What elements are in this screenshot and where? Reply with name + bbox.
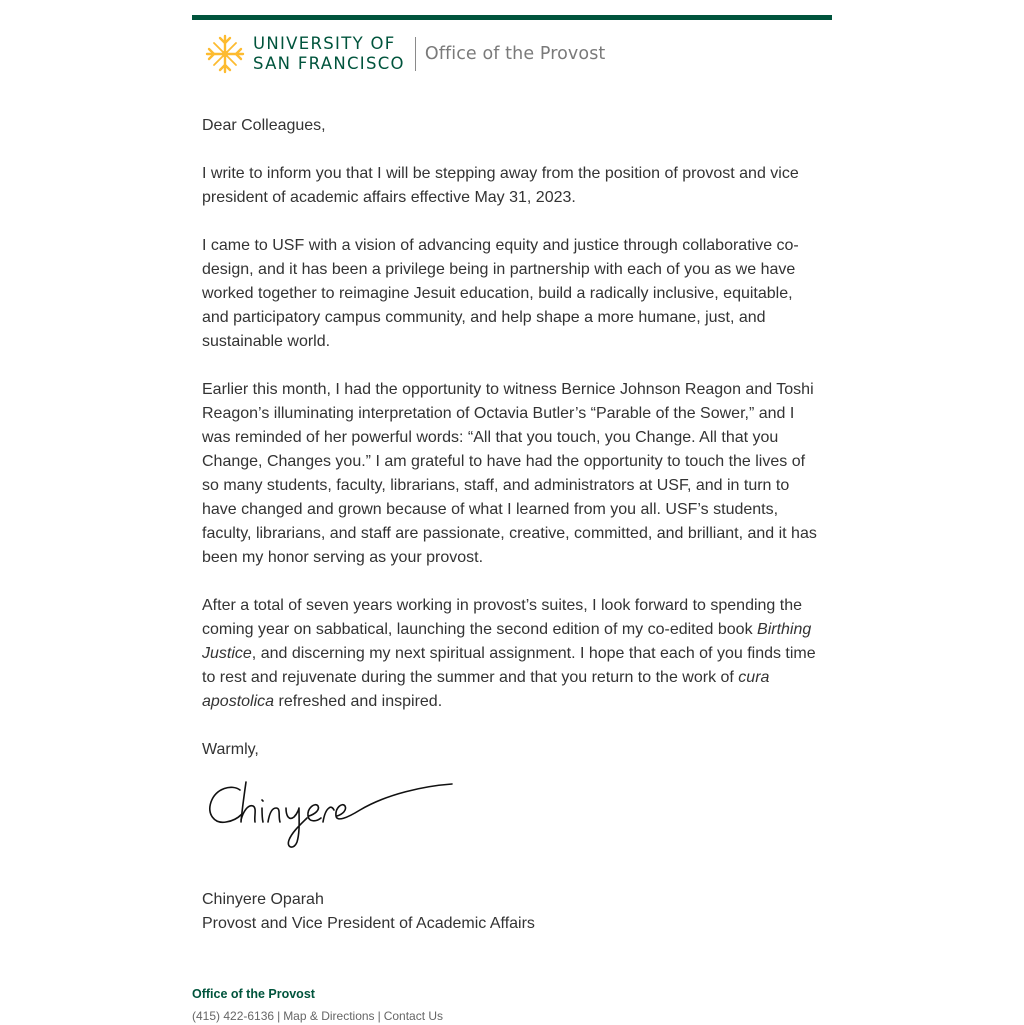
paragraph-3: Earlier this month, I had the opportunity to witness Bernice Johnson Reagon and Toshi Reagon’s illuminating interpretation of Octavia Butler’s “Parable of the Sower,” and I was reminded of her powerful words: “All that you touch, you Change. All that you Change, Changes you.” I am grateful to have had the opportunity to touch the lives of so many students, faculty, librarians, staff, and administrators at USF, and in turn to have changed and grown because of what I learned from you all. USF’s students, faculty, librarians, and staff are passionate, creative, committed, and brilliant, and it has been my honor serving as your provost. xyxy=(202,381,817,566)
map-directions-link[interactable]: Map & Directions xyxy=(283,1009,375,1023)
logo-divider xyxy=(415,37,416,71)
paragraph-2: I came to USF with a vision of advancing equity and justice through collaborative co-design, and it has been a privilege being in partnership with each of you as we have worked together to reimagine Jesuit education, build a radically inclusive, equitable, and participatory campus community, and help shape a more humane, just, and sustainable world. xyxy=(202,237,799,350)
email-footer xyxy=(192,984,832,1025)
footer-separator: | xyxy=(277,1009,281,1023)
sender-block xyxy=(202,888,822,936)
footer-links xyxy=(192,1007,832,1025)
handwritten-signature xyxy=(202,772,462,852)
university-wordmark xyxy=(253,34,405,74)
footer-phone: (415) 422-6136 xyxy=(192,1009,275,1023)
signature-area xyxy=(202,772,822,886)
closing: Warmly, xyxy=(202,741,259,758)
greeting: Dear Colleagues, xyxy=(202,117,326,134)
wordmark-line-2: SAN FRANCISCO xyxy=(253,54,405,73)
contact-us-link[interactable]: Contact Us xyxy=(383,1009,444,1023)
paragraph-1: I write to inform you that I will be stepping away from the position of provost and vice president of academic affairs effective May 31, 2023. xyxy=(202,165,799,206)
paragraph-4-text-b: , and discerning my next spiritual assignment. I hope that each of you finds time to rest and rejuvenate during the summer and that you return to the work of xyxy=(202,645,816,686)
letterhead xyxy=(192,20,832,88)
footer-separator: | xyxy=(377,1009,381,1023)
office-name: Office of the Provost xyxy=(424,44,606,64)
wordmark-line-1: UNIVERSITY OF xyxy=(253,34,396,53)
email-container xyxy=(192,15,832,936)
book-title: Birthing Justice xyxy=(202,621,812,662)
usf-cross-logo-icon xyxy=(204,33,246,75)
paragraph-4-text-c: refreshed and inspired. xyxy=(274,693,443,710)
sender-name: Chinyere Oparah xyxy=(202,891,324,908)
paragraph-4 xyxy=(202,594,822,714)
latin-phrase: cura apostolica xyxy=(202,669,770,710)
footer-office-title: Office of the Provost xyxy=(192,987,315,1001)
paragraph-4-text-a: After a total of seven years working in provost’s suites, I look forward to spending the coming year on sabbatical, launching the second edition of my co-edited book xyxy=(202,597,803,638)
letter-body xyxy=(192,88,832,936)
sender-title: Provost and Vice President of Academic Affairs xyxy=(202,915,535,932)
